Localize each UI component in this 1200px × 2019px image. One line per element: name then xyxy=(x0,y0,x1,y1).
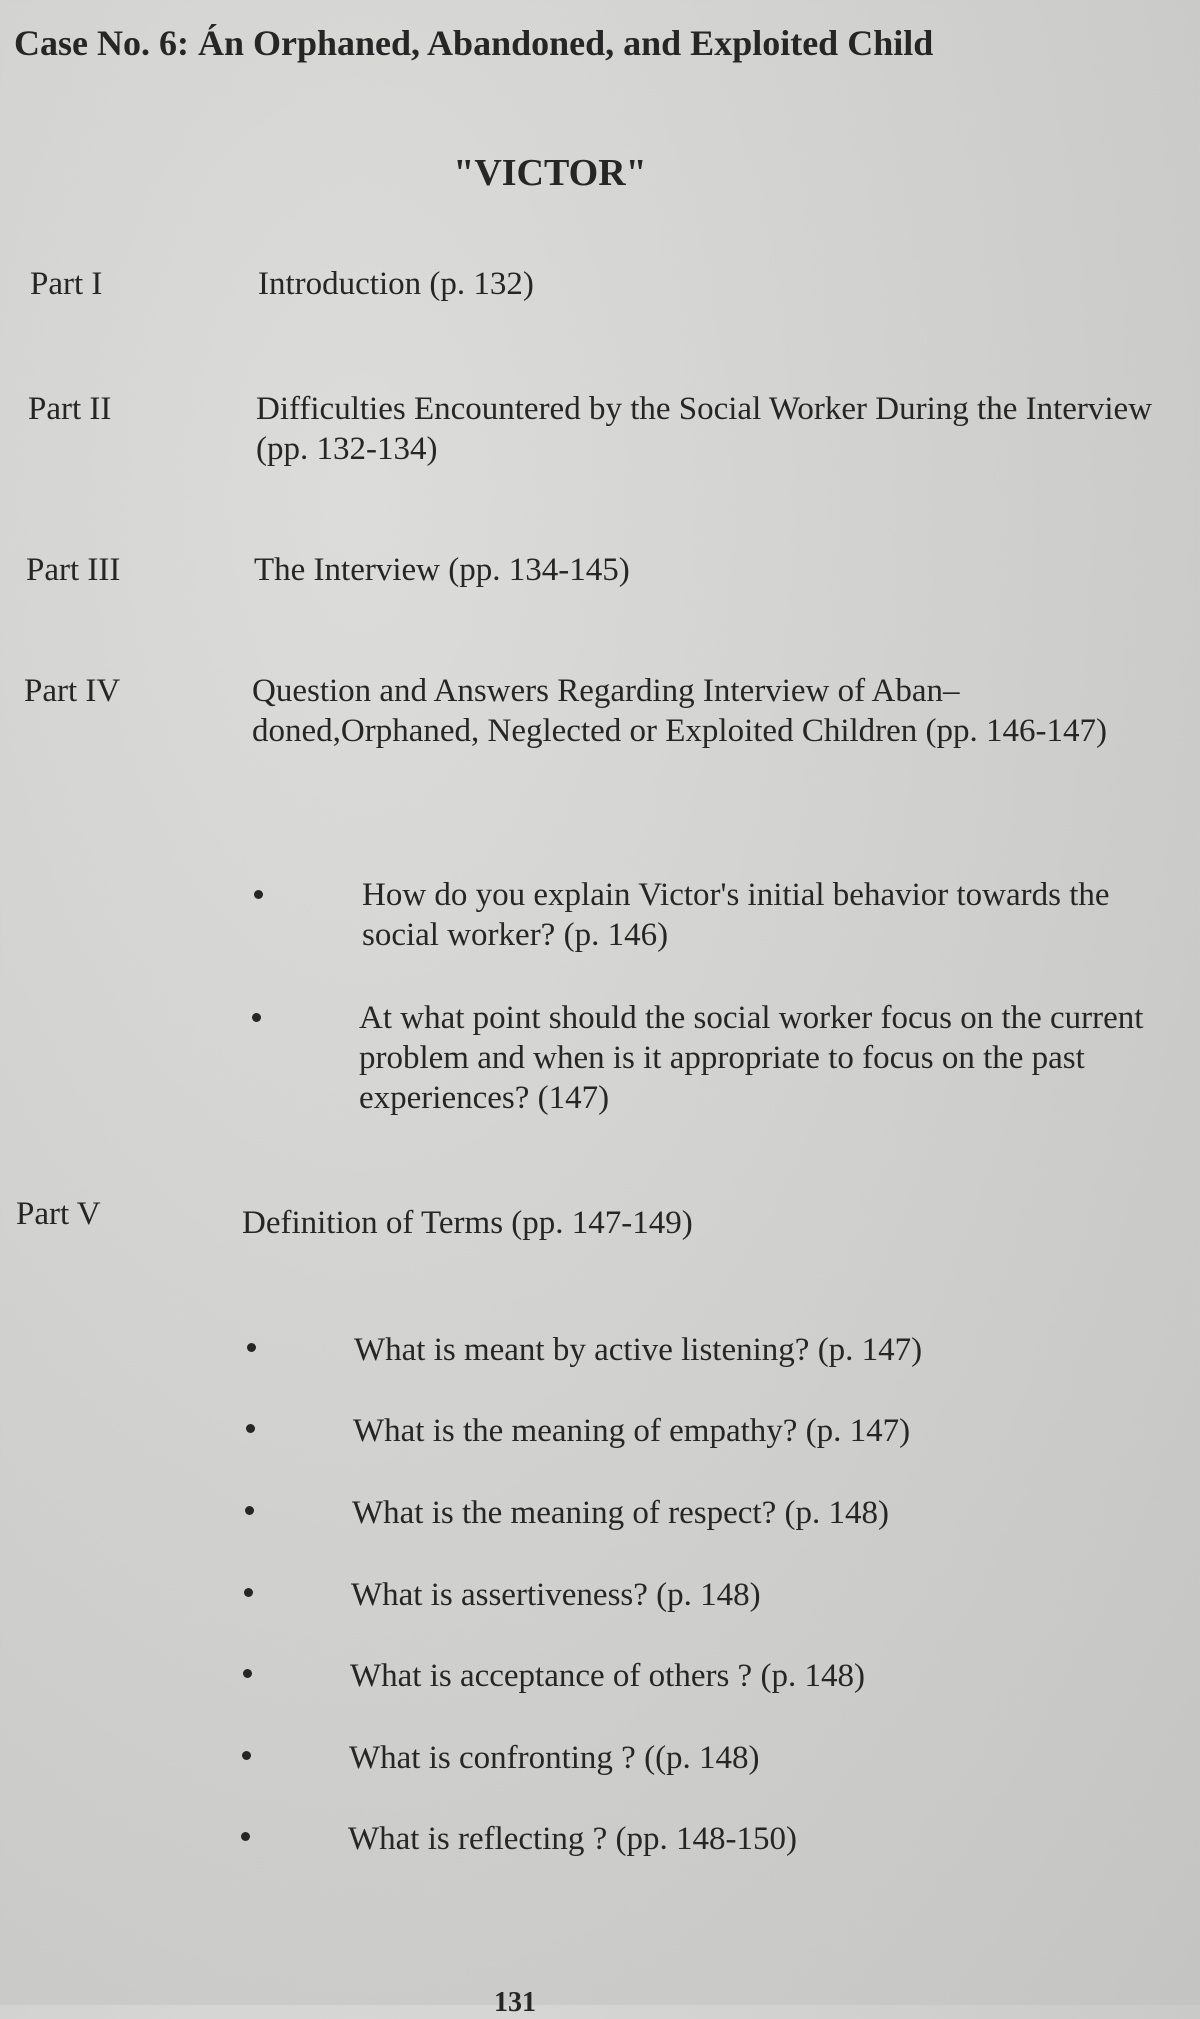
part-v-question: What is the meaning of respect? (p. 148) xyxy=(352,1495,889,1531)
page-heading: Case No. 6: Án Orphaned, Abandoned, and Exploited Child xyxy=(14,23,934,63)
case-title: "VICTOR" xyxy=(453,152,647,194)
part-text-ii: Difficulties Encountered by the Social Worker During the Interview (pp. 132-134) xyxy=(256,391,1153,467)
part-label-ii: Part II xyxy=(28,391,112,427)
bullet-icon xyxy=(241,1832,250,1841)
bullet-icon xyxy=(243,1669,252,1678)
part-label-i: Part I xyxy=(30,266,103,302)
part-text-v: Definition of Terms (pp. 147-149) xyxy=(242,1205,693,1241)
part-iv-question: How do you explain Victor's initial behavior towards the social worker? (p. 146) xyxy=(362,877,1110,953)
part-text-iii: The Interview (pp. 134-145) xyxy=(254,552,630,588)
bullet-icon xyxy=(252,1013,261,1022)
bullet-icon xyxy=(247,1343,256,1352)
bullet-icon xyxy=(246,1424,255,1433)
bullet-icon xyxy=(254,890,263,899)
page-number: 131 xyxy=(494,1987,536,2018)
part-v-question: What is confronting ? ((p. 148) xyxy=(349,1740,760,1776)
bullet-icon xyxy=(242,1751,251,1760)
bullet-icon xyxy=(245,1506,254,1515)
part-v-question: What is acceptance of others ? (p. 148) xyxy=(350,1658,865,1694)
part-label-v: Part V xyxy=(16,1196,101,1232)
part-label-iv: Part IV xyxy=(24,673,121,709)
part-v-question: What is assertiveness? (p. 148) xyxy=(351,1577,761,1613)
part-v-question: What is the meaning of empathy? (p. 147) xyxy=(353,1413,911,1449)
part-v-question: What is meant by active listening? (p. 147) xyxy=(354,1332,923,1368)
part-v-question: What is reflecting ? (pp. 148-150) xyxy=(348,1821,798,1857)
part-text-i: Introduction (p. 132) xyxy=(258,266,534,302)
bullet-icon xyxy=(244,1588,253,1597)
part-text-iv: Question and Answers Regarding Interview of Aban– doned,Orphaned, Neglected or Exploited Children (pp. 146-147) xyxy=(252,673,1108,749)
part-label-iii: Part III xyxy=(26,552,121,588)
part-iv-question: At what point should the social worker focus on the current problem and when is it appropriate to focus on the past experiences? (147) xyxy=(359,1000,1144,1116)
